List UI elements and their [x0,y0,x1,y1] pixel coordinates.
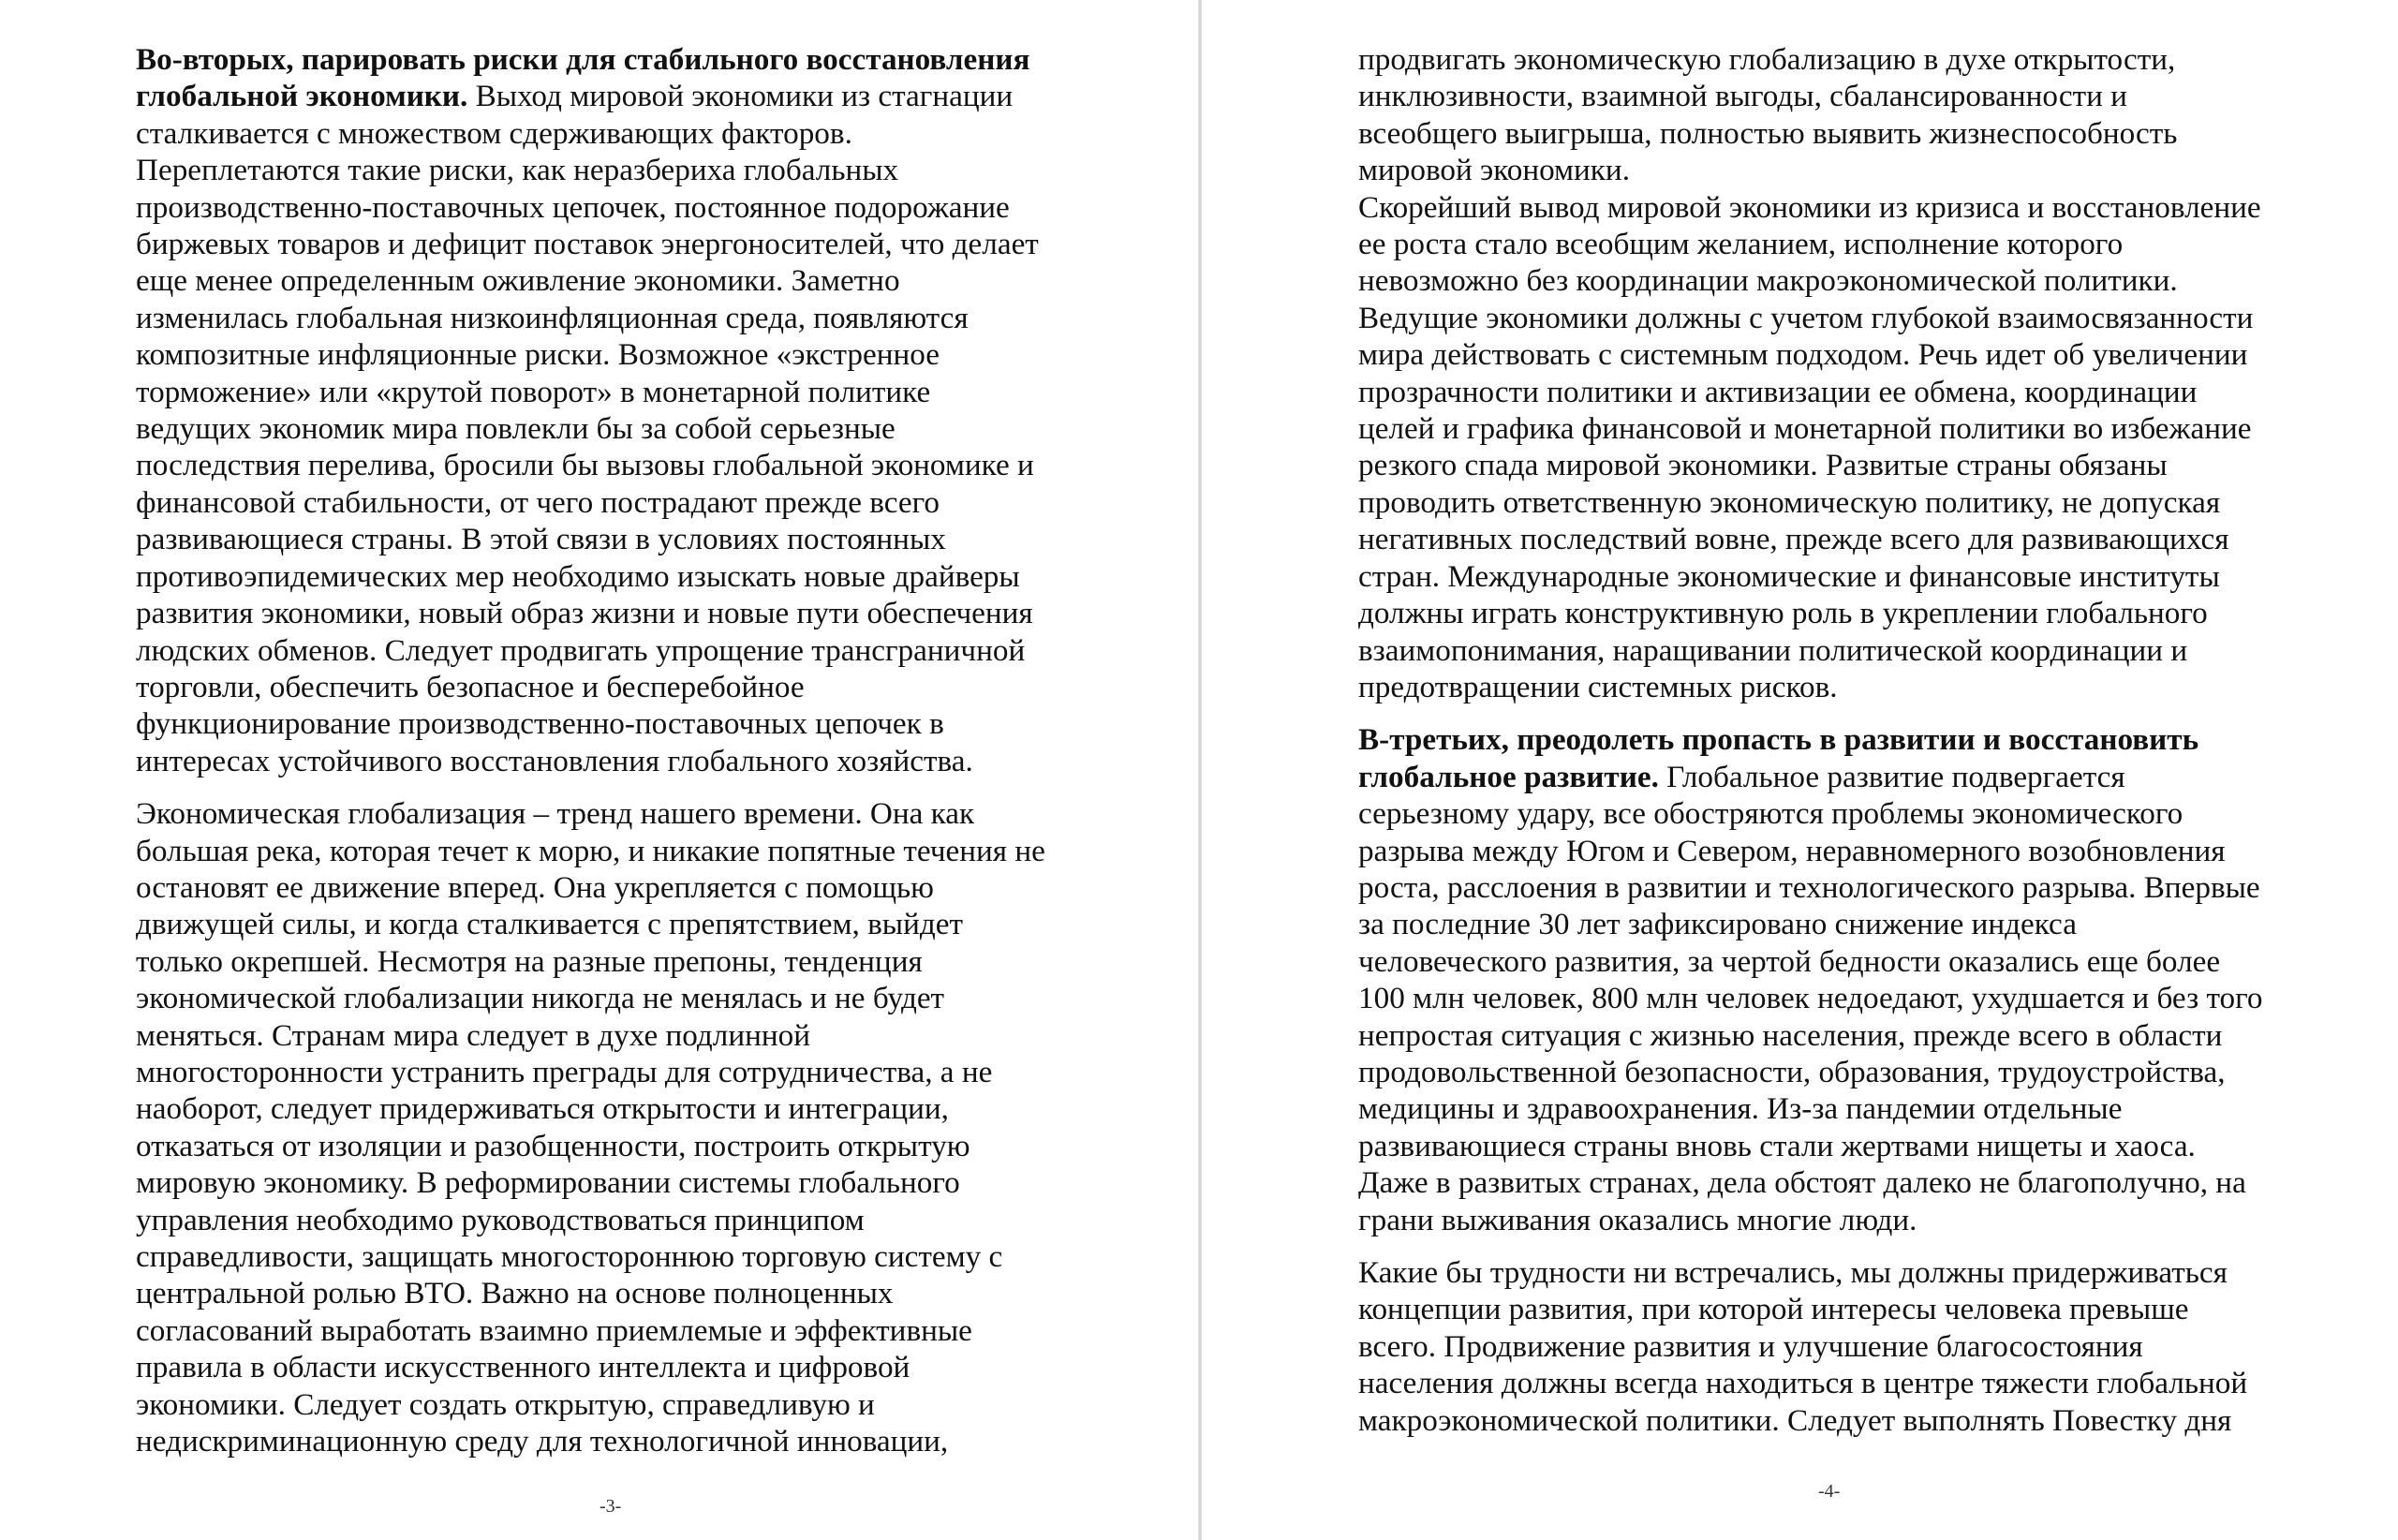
lead-heading: глобальной экономики. [136,79,468,114]
text-line: центральной ролью ВТО. Важно на основе полноценных [136,1276,894,1311]
text-line: торможение» или «крутой поворот» в монетарной политике [136,374,931,409]
text-line: развивающиеся страны. В этой связи в условиях постоянных [136,522,946,557]
paragraph-risks [136,41,1129,779]
text-run: Глобальное развитие подвергается [1658,759,2125,794]
text-line: развития экономики, новый образ жизни и новые пути обеспечения [136,596,1033,631]
text-line: торговли, обеспечить безопасное и бесперебойное [136,669,805,704]
text-line: 100 млн человек, 800 млн человек недоедают, ухудшается и без того [1358,981,2263,1016]
text-run: Выход мировой экономики из стагнации [467,79,1014,114]
page-3-text [136,41,1129,1475]
text-line: сталкивается с множеством сдерживающих факторов. [136,115,852,151]
text-line: человеческого развития, за чертой бедности оказались еще более [1358,943,2221,979]
text-line: наоборот, следует придерживаться открытости и интеграции, [136,1091,949,1127]
lead-heading: Во-вторых, парировать риски для стабильного восстановления [136,42,1030,77]
page-4-text [1358,41,2351,1455]
text-line: прозрачности политики и активизации ее обмена, координации [1358,374,2198,409]
text-line [1358,759,2351,795]
text-line: продвигать экономическую глобализацию в духе открытости, [1358,42,2176,77]
text-line: отказаться от изоляции и разобщенности, построить открытую [136,1128,970,1163]
text-line: Даже в развитых странах, дела обстоят далеко не благополучно, на [1358,1165,2246,1201]
text-line: большая река, которая течет к морю, и никакие попятные течения не [136,833,1045,868]
text-line: Ведущие экономики должны с учетом глубокой взаимосвязанности [1358,300,2254,335]
page-4 [1202,0,2398,1540]
text-line: многосторонности устранить преграды для сотрудничества, а не [136,1054,993,1089]
text-line: Экономическая глобализация – тренд нашего времени. Она как [136,796,975,832]
text-line: медицины и здравоохранения. Из-за пандемии отдельные [1358,1091,2123,1127]
text-line: всеобщего выигрыша, полностью выявить жизнеспособность [1358,115,2178,151]
paragraph-development [1358,721,2351,1238]
text-line: Переплетаются такие риски, как неразбериха глобальных [136,153,899,188]
paragraph-wellbeing [1358,1254,2351,1439]
page-3 [0,0,1198,1540]
text-line: невозможно без координации макроэкономической политики. [1358,263,2178,299]
text-line: композитные инфляционные риски. Возможное «экстренное [136,337,940,373]
text-line: правила в области искусственного интеллекта и цифровой [136,1350,910,1385]
lead-heading: В-третьих, преодолеть пропасть в развитии и восстановить [1358,722,2199,758]
text-line: за последние 30 лет зафиксировано снижение индекса [1358,907,2077,942]
text-line [136,41,1129,78]
text-line: предотвращении системных рисков. [1358,669,1838,704]
text-line: проводить ответственную экономическую политику, не допуская [1358,484,2221,520]
text-line: мировой экономики. [1358,153,1630,188]
text-line [136,78,1129,114]
text-line: целей и графика финансовой и монетарной политики во избежание [1358,411,2252,447]
page-number: -3- [600,1496,622,1517]
text-line: Какие бы трудности ни встречались, мы должны придерживаться [1358,1255,2228,1290]
text-line: всего. Продвижение развития и улучшение благосостояния [1358,1328,2143,1364]
text-line: ее роста стало всеобщим желанием, исполнение которого [1358,227,2124,262]
text-line: мировую экономику. В реформировании системы глобального [136,1165,960,1201]
page-number: -4- [1818,1481,1841,1502]
text-line: противоэпидемических мер необходимо изыскать новые драйверы [136,558,1020,594]
text-line: функционирование производственно-поставочных цепочек в [136,706,944,742]
text-line: мира действовать с системным подходом. Речь идет об увеличении [1358,337,2248,373]
text-line: меняться. Странам мира следует в духе подлинной [136,1017,810,1053]
text-line: экономики. Следует создать открытую, справедливую и [136,1386,875,1422]
text-line: ведущих экономик мира повлекли бы за собой серьезные [136,411,896,447]
text-line: серьезному удару, все обостряются проблемы экономического [1358,796,2183,832]
text-line: финансовой стабильности, от чего пострадают прежде всего [136,484,940,520]
paragraph-globalization [136,795,1129,1459]
text-line: людских обменов. Следует продвигать упрощение трансграничной [136,632,1026,668]
text-line: непростая ситуация с жизнью населения, прежде всего в области [1358,1017,2223,1053]
lead-heading: глобальное развитие. [1358,759,1659,794]
text-line: производственно-поставочных цепочек, постоянное подорожание [136,189,1010,225]
text-line: интересах устойчивого восстановления глобального хозяйства. [136,743,973,778]
text-line: изменилась глобальная низкоинфляционная среда, появляются [136,300,969,335]
paragraph-coordination [1358,41,2351,705]
text-line: движущей силы, и когда сталкивается с препятствием, выйдет [136,907,963,942]
text-line: макроэкономической политики. Следует выполнять Повестку дня [1358,1402,2232,1438]
text-line: взаимопонимания, наращивании политической координации и [1358,632,2188,668]
text-line: должны играть конструктивную роль в укреплении глобального [1358,596,2208,631]
text-line: грани выживания оказались многие люди. [1358,1202,1917,1237]
text-line: инклюзивности, взаимной выгоды, сбалансированности и [1358,79,2127,114]
text-line: биржевых товаров и дефицит поставок энергоносителей, что делает [136,227,1039,262]
text-line: резкого спада мировой экономики. Развитые страны обязаны [1358,448,2168,483]
text-line: согласований выработать взаимно приемлемые и эффективные [136,1312,972,1348]
text-line: экономической глобализации никогда не менялась и не будет [136,981,945,1016]
text-line: стран. Международные экономические и финансовые институты [1358,558,2220,594]
text-line: Скорейший вывод мировой экономики из кризиса и восстановление [1358,189,2261,225]
text-line: населения должны всегда находиться в центре тяжести глобальной [1358,1366,2248,1401]
text-line: концепции развития, при которой интересы человека превыше [1358,1292,2189,1327]
text-line: развивающиеся страны вновь стали жертвами нищеты и хаоса. [1358,1128,2196,1163]
text-line: последствия перелива, бросили бы вызовы глобальной экономике и [136,448,1034,483]
text-line: негативных последствий вовне, прежде всего для развивающихся [1358,522,2229,557]
text-line: еще менее определенным оживление экономики. Заметно [136,263,900,299]
text-line: недискриминационную среду для технологичной инновации, [136,1424,949,1459]
text-line: продовольственной безопасности, образования, трудоустройства, [1358,1054,2226,1089]
text-line: роста, расслоения в развитии и технологического разрыва. Впервые [1358,869,2260,905]
text-line: управления необходимо руководствоваться принципом [136,1202,865,1237]
text-line: только окрепшей. Несмотря на разные препоны, тенденция [136,943,923,979]
text-line: справедливости, защищать многостороннюю торговую систему с [136,1239,1003,1274]
text-line: остановят ее движение вперед. Она укрепляется с помощью [136,869,934,905]
text-line: разрыва между Югом и Севером, неравномерного возобновления [1358,833,2226,868]
text-line [1358,721,2351,758]
